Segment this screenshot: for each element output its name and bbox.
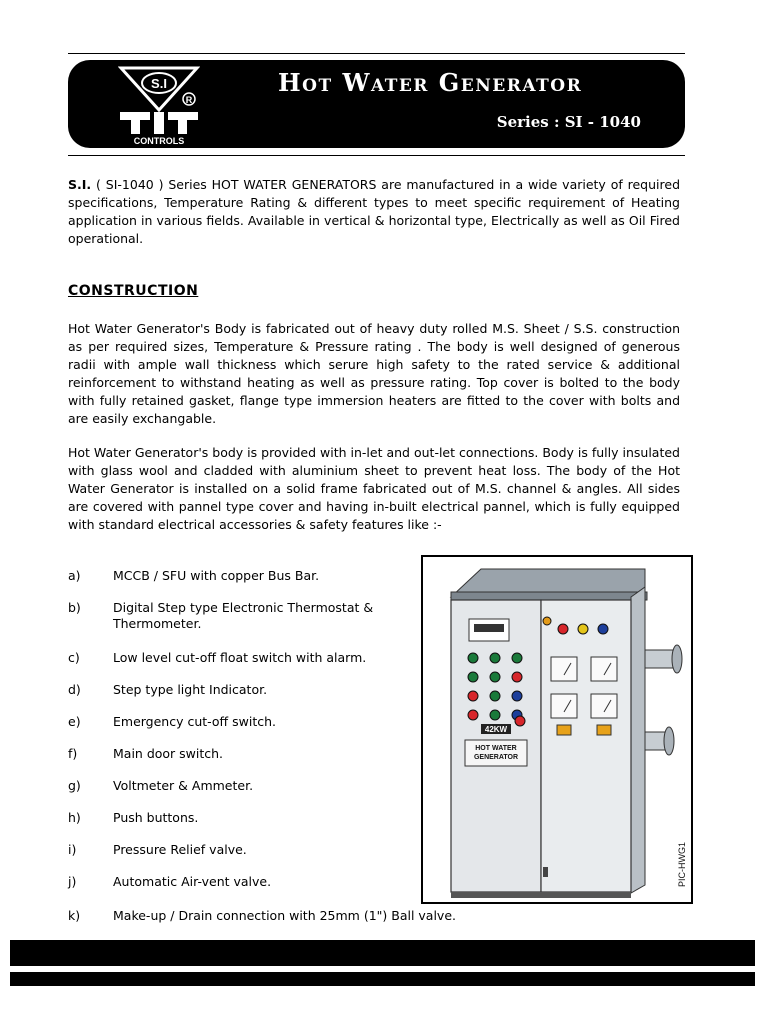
intro-paragraph bbox=[68, 176, 680, 248]
construction-heading: CONSTRUCTION bbox=[68, 283, 199, 299]
header-bottom-rule bbox=[68, 155, 685, 156]
photo-nameplate-line2: GENERATOR bbox=[473, 754, 519, 761]
photo-label: PIC-HWG1 bbox=[677, 842, 687, 887]
intro-text: ( SI-1040 ) Series HOT WATER GENERATORS are manufactured in a wide variety of required specifications, Temperature Rating & different types to meet specific requirement of Heating application in various fields. Available in vertical & horizontal type, Electrically as well as Oil Fired operational. bbox=[68, 177, 680, 246]
hot-water-generator-illustration bbox=[423, 557, 691, 902]
logo-mark: S.I bbox=[151, 76, 167, 91]
page-title: Hot Water Generator bbox=[278, 68, 583, 97]
top-rule bbox=[68, 53, 685, 54]
footer-band-thick bbox=[10, 940, 755, 966]
construction-paragraph-2: Hot Water Generator's body is provided with in-let and out-let connections. Body is fully insulated with glass wool and cladded with aluminium sheet to prevent heat loss. The body of the Hot Water Generator is installed on a solid frame fabricated out of M.S. channel & angles. All sides are covered with pannel type cover and having in-built electrical pannel, which is fully equipped with standard electrical accessories & safety features like :- bbox=[68, 445, 680, 532]
product-photo bbox=[421, 555, 693, 904]
logo-subtitle: CONTROLS bbox=[133, 136, 185, 146]
photo-rating: 42KW bbox=[484, 725, 508, 734]
footer-band-thin bbox=[10, 972, 755, 986]
photo-nameplate-line1: HOT WATER bbox=[475, 745, 517, 752]
construction-paragraph-1: Hot Water Generator's Body is fabricated out of heavy duty rolled M.S. Sheet / S.S. construction as per required sizes, Temperature & Pressure rating . The body is well designed of generous radii with ample wall thickness which serure high safety to the rated service & additional reinforcement to withstand heating as well as pressure rating. Top cover is bolted to the body with fully retained gasket, flange type immersion heaters are fitted to the cover with bolts and are easily exchangable. bbox=[68, 321, 680, 426]
header-banner bbox=[68, 60, 685, 148]
si-controls-logo bbox=[118, 66, 200, 146]
logo-registered-mark: R bbox=[185, 95, 193, 105]
series-label: Series : SI - 1040 bbox=[496, 113, 641, 131]
intro-brand: S.I. bbox=[68, 177, 92, 192]
